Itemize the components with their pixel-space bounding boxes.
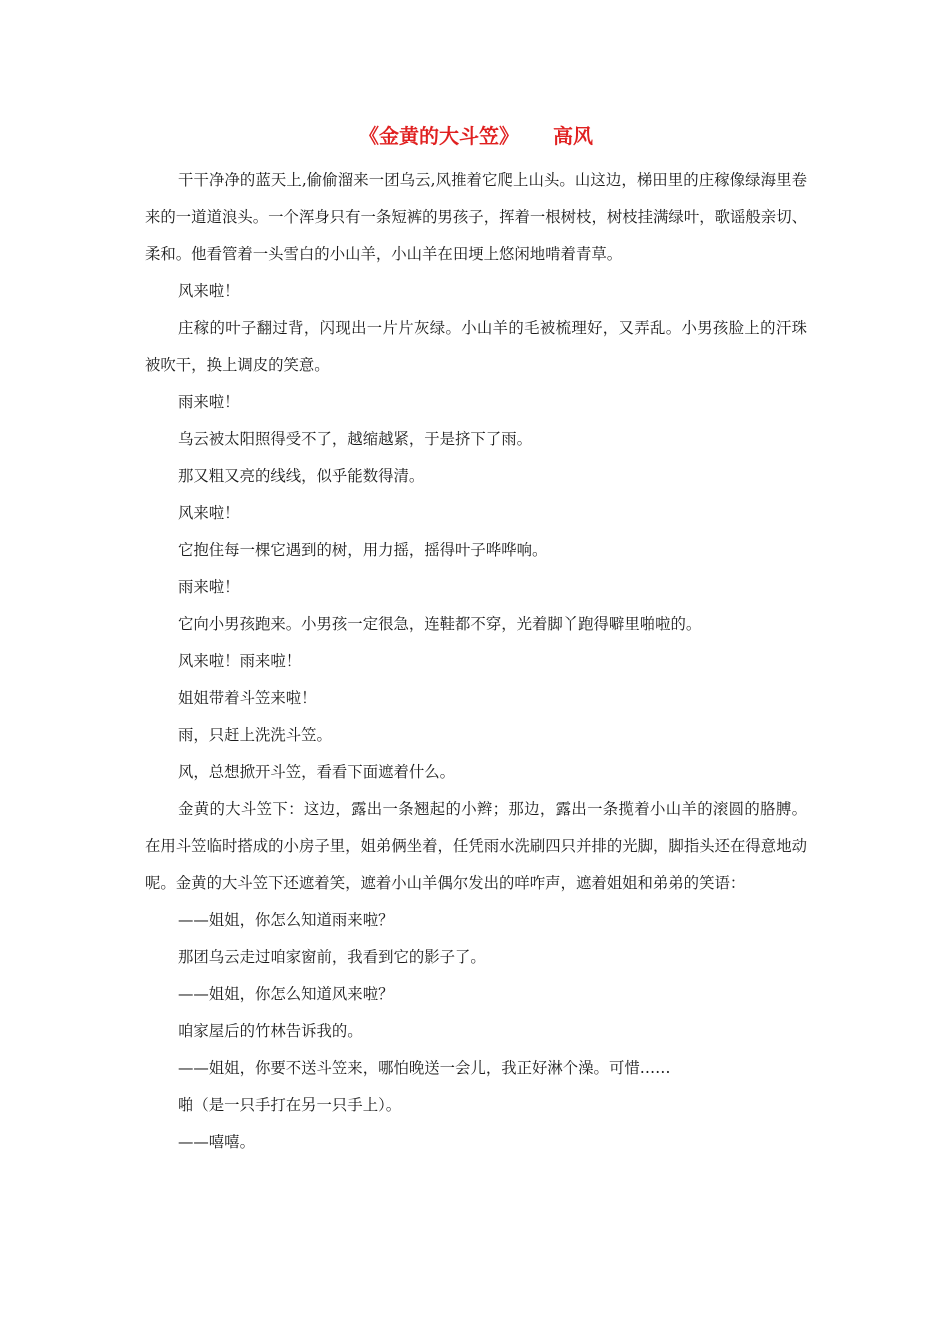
paragraph: 雨来啦！ bbox=[178, 393, 240, 411]
paragraph: 庄稼的叶子翻过背，闪现出一片片灰绿。小山羊的毛被梳理好，又弄乱。小男孩脸上的汗珠被吹干，换上调皮的笑意。 bbox=[145, 319, 807, 374]
paragraph: ——姐姐，你要不送斗笠来，哪怕晚送一会儿，我正好淋个澡。可惜…… bbox=[178, 1059, 671, 1077]
paragraph: 雨，只赶上洗洗斗笠。 bbox=[178, 726, 332, 744]
paragraph: 它向小男孩跑来。小男孩一定很急，连鞋都不穿，光着脚丫跑得噼里啪啦的。 bbox=[178, 615, 702, 633]
paragraph: 金黄的大斗笠下：这边，露出一条翘起的小辫；那边，露出一条揽着小山羊的滚圆的胳膊。在用斗笠临时搭成的小房子里，姐弟俩坐着，任凭雨水洗刷四只并排的光脚，脚指头还在得意地动呢。金黄的大斗笠下还遮着笑，遮着小山羊偶尔发出的咩咋声，遮着姐姐和弟弟的笑语： bbox=[145, 800, 807, 892]
paragraph: ——嘻嘻。 bbox=[178, 1133, 255, 1151]
paragraph: 咱家屋后的竹林告诉我的。 bbox=[178, 1022, 363, 1040]
author-name: 高风 bbox=[553, 124, 593, 148]
paragraph: 干干净净的蓝天上,偷偷溜来一团乌云,风推着它爬上山头。山这边，梯田里的庄稼像绿海里卷来的一道道浪头。一个浑身只有一条短裤的男孩子，挥着一根树枝，树枝挂满绿叶，歌谣般亲切、柔和。他看管着一头雪白的小山羊，小山羊在田埂上悠闲地啃着青草。 bbox=[145, 171, 807, 263]
paragraph: 乌云被太阳照得受不了，越缩越紧，于是挤下了雨。 bbox=[178, 430, 532, 448]
document-page bbox=[145, 120, 807, 1161]
paragraph: 姐姐带着斗笠来啦！ bbox=[178, 689, 317, 707]
paragraph: ——姐姐，你怎么知道雨来啦？ bbox=[178, 911, 394, 929]
paragraph: ——姐姐，你怎么知道风来啦？ bbox=[178, 985, 394, 1003]
paragraph: 风，总想掀开斗笠，看看下面遮着什么。 bbox=[178, 763, 456, 781]
paragraph: 那又粗又亮的线线，似乎能数得清。 bbox=[178, 467, 425, 485]
paragraph: 啪（是一只手打在另一只手上）。 bbox=[178, 1096, 402, 1114]
paragraph: 雨来啦！ bbox=[178, 578, 240, 596]
paragraph: 它抱住每一棵它遇到的树，用力摇，摇得叶子哗哗响。 bbox=[178, 541, 548, 559]
paragraph: 那团乌云走过咱家窗前，我看到它的影子了。 bbox=[178, 948, 486, 966]
paragraph: 风来啦！ bbox=[178, 504, 240, 522]
work-title: 《金黄的大斗笠》 bbox=[359, 124, 519, 148]
paragraph: 风来啦！ bbox=[178, 282, 240, 300]
body-text bbox=[145, 162, 807, 1161]
paragraph: 风来啦！雨来啦！ bbox=[178, 652, 302, 670]
document-title bbox=[145, 120, 807, 152]
